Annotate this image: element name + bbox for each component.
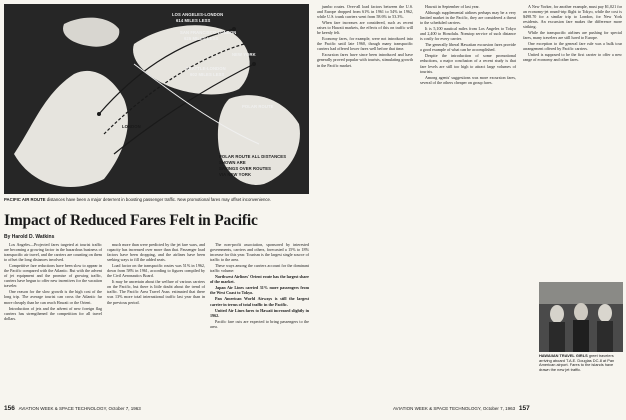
map-label-la-london: LOS ANGELES-LONDON bbox=[172, 12, 224, 17]
paragraph: Excursion fares have since been introduced and have generally proved popular with tourists, stimulating growth in the Pacific market. bbox=[317, 52, 413, 68]
map-note-line-4: VIA NEW YORK bbox=[219, 172, 252, 177]
map-note-line-2: SHOWN ARE bbox=[219, 160, 246, 165]
paragraph: Despite the introduction of some promotional reductions, a major conclusion of a recent study is that fare levels are still too high to attract large volumes of tourists. bbox=[420, 53, 516, 74]
map-label-seattle-london: SEATTLE-LONDON bbox=[186, 66, 226, 71]
paragraph: Among agents' suggestions was more excursion fares, several of the others cheaper on group fares. bbox=[420, 74, 516, 85]
bullet-item: Japan Air Lines carried 31% more passengers from the West Coast to Tokyo. bbox=[210, 285, 309, 296]
pacific-route-map bbox=[4, 4, 309, 194]
paragraph: A New Yorker, for another example, must pay $1,021 for an economy-jet round-trip flight to Tokyo, while the cost is $498.70 for a similar trip to London, for New York residents. An excursion fare makes the difference more striking. bbox=[523, 4, 622, 30]
map-label-sf-london: SAN FRANCISCO-LONDON bbox=[180, 30, 237, 35]
left-footer-text: AVIATION WEEK & SPACE TECHNOLOGY, October 7, 1963 bbox=[18, 406, 141, 411]
article-headline: Impact of Reduced Fares Felt in Pacific bbox=[4, 212, 258, 229]
paragraph: Hawaii in September of last year. bbox=[425, 4, 480, 9]
map-note-line-1: POLAR ROUTE ALL DISTANCES bbox=[219, 154, 287, 159]
paragraph: The generally liberal Hawaiian excursion fares provide a good example of what can be accomplished. bbox=[420, 42, 516, 53]
bullet-item: Northwest Airlines' Orient route has the largest share of the market. bbox=[210, 274, 309, 285]
paragraph: The non-profit association, sponsored by interested governments, carriers and others, forecasted a 15% to 18% increase for this year. Tourism is the largest single source of traffic to the area. bbox=[210, 242, 309, 263]
right-page bbox=[313, 0, 626, 420]
right-footer bbox=[393, 405, 530, 412]
paragraph: Competitive fare reductions have been slow to appear in the Pacific compared with the Atlantic. But with the advent of jet equipment and the promise of growing traffic, carriers have begun to offer new incentives for the vacation traveler. bbox=[4, 263, 102, 289]
bullet-item: Pan American World Airways is still the largest carrier in terms of total traffic in the Pacific. bbox=[210, 296, 309, 307]
hawaiian-travel-girls-photo bbox=[539, 282, 623, 352]
page-number-left: 156 bbox=[4, 405, 15, 412]
paragraph: Economy fares, for example, were not introduced into the Pacific until late 1960, though many transpacific carriers had offered lower fares well before that time. bbox=[317, 36, 413, 52]
paragraph: jumbo routes. Over-all load factors between the U.S. and Europe dropped from 61% in 1961 to 54% in 1962, while U.S. trunk carriers went from 58.6% to 53.3%. bbox=[317, 4, 413, 20]
article-column-6 bbox=[523, 4, 622, 278]
paragraph: Although supplemental airlines perhaps may be a very limited market in the Pacific, they are considered a threat to the scheduled carriers. bbox=[420, 10, 516, 26]
paragraph: It may be uncertain about the welfare of various carriers on the Pacific, but there is little doubt about the trend of traffic. The Pacific Area Travel Assn. estimated that there was 13% more total international traffic last year than in the previous period. bbox=[107, 279, 205, 305]
photo-caption bbox=[539, 354, 623, 373]
caption-lead: PACIFIC AIR ROUTE bbox=[4, 197, 46, 202]
map-caption bbox=[4, 197, 309, 202]
article-column-4 bbox=[317, 4, 413, 400]
map-label-new-york: NEW YORK bbox=[232, 52, 256, 57]
bullet-item: United Air Lines fares to Hawaii increased slightly in 1962. bbox=[210, 307, 309, 318]
article-column-1 bbox=[4, 242, 102, 400]
photo-caption-text: greet travelers arriving aboard T.A.E. Douglas DC-8 at Pan American airport. Fares to the islands have drawn the new jet traffic. bbox=[539, 353, 615, 373]
paragraph: One exception to the general fare rule was a bulk tour arrangement offered by Pacific carriers. bbox=[523, 41, 622, 52]
article-column-3 bbox=[210, 242, 309, 400]
map-label-sf-miles: 625 MILES LESS bbox=[184, 36, 219, 41]
right-footer-text: AVIATION WEEK & SPACE TECHNOLOGY, October 7, 1963 bbox=[393, 406, 516, 411]
paragraph: Pacific fare cuts are expected to bring passengers to the area. bbox=[210, 318, 309, 329]
paragraph: One reason for the slow growth is the high cost of the long trip. The average tourist can cross the Atlantic far more cheaply than he can reach Hawaii or the Orient. bbox=[4, 289, 102, 305]
page-number-right: 157 bbox=[518, 405, 530, 412]
caption-text: distances have been a major deterrent in boosting passenger traffic. New promotional fares may offset inconvenience. bbox=[46, 197, 272, 202]
article-column-2 bbox=[107, 242, 205, 400]
paragraph: United is supposed to be the first carrier to offer a new range of economy and other fares. bbox=[523, 52, 622, 63]
map-label-la-miles: 614 MILES LESS bbox=[176, 18, 211, 23]
left-footer bbox=[4, 405, 141, 412]
article-column-5 bbox=[420, 4, 516, 400]
map-label-seattle-miles: 602 MILES LESS bbox=[190, 72, 225, 77]
map-label-london: LONDON bbox=[122, 124, 141, 129]
photo-graphic bbox=[539, 282, 623, 352]
paragraph: Los Angeles—Projected fares targeted at tourist traffic are becoming a growing factor in the hazardous business of transpacific air travel, and the carriers are counting on them to offset the long distances involved. bbox=[4, 242, 102, 263]
map-label-polar-route: POLAR ROUTE bbox=[242, 104, 274, 109]
paragraph: Load factor on the transpacific routes was 51% in 1962, down from 58% in 1961, according to figures compiled by the Civil Aeronautics Board. bbox=[107, 263, 205, 279]
paragraph: much more than were predicted by the jet fare wars, and capacity has increased over more than that. Passenger load factors have been dropping, and the airlines have been seeking ways to fill the added seats. bbox=[107, 242, 205, 263]
article-byline: By Harold D. Watkins bbox=[4, 234, 55, 240]
paragraph: When fare increases are considered, such as recent raises to Hawaii markets, the effects of this on traffic will be keenly felt. bbox=[317, 20, 413, 36]
paragraph: These ways among the carriers account for the dominant traffic volume: bbox=[210, 263, 309, 274]
map-note-line-3: SAVINGS OVER ROUTES bbox=[219, 166, 272, 171]
photo-caption-lead: HAWAIIAN TRAVEL GIRLS bbox=[539, 353, 588, 358]
paragraph: It is 5,100 nautical miles from Los Angeles to Tokyo and 2,400 to Honolulu. Nonstop service of such distance is costly for every carrier. bbox=[420, 26, 516, 42]
paragraph: While the transpacific airlines are pushing for special fares, many travelers are still lured to Europe. bbox=[523, 30, 622, 41]
paragraph: Introduction of jets and the advent of new foreign flag carriers has strengthened the competition for all travel dollars. bbox=[4, 305, 102, 321]
